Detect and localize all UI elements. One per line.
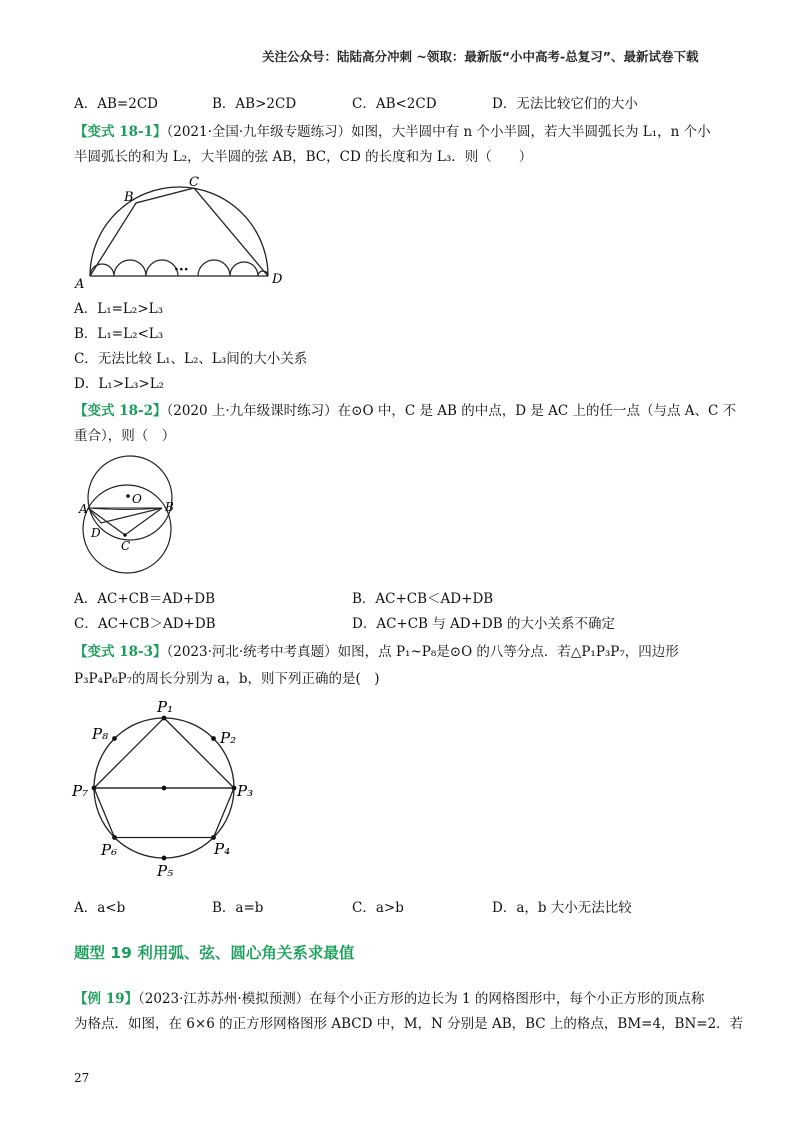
label-b: B <box>124 190 134 205</box>
section-title: 题型 19 利用弧、弦、圆心角关系求最值 <box>74 944 355 962</box>
option-c: C．无法比较 L₁、L₂、L₃间的大小关系 <box>74 351 308 367</box>
example-text: （2023·江苏苏州·模拟预测）在每个小正方形的边长为 1 的网格图形中，每个小正方形的顶点称 <box>138 991 705 1007</box>
label-o: O <box>132 492 142 506</box>
question-18-2-line1 <box>74 402 736 420</box>
option-c: C．AC+CB＞AD+DB <box>74 616 216 632</box>
label-a: A <box>75 277 85 292</box>
question-text: （2021·全国·九年级专题练习）如图，大半圆中有 n 个小半圆，若大半圆弧长为 L₁，n 个小 <box>166 124 711 140</box>
option-c: C．AB<2CD <box>352 96 437 112</box>
question-18-1-line2: 半圆弧长的和为 L₂，大半圆的弦 AB，BC，CD 的长度和为 L₃．则（ ） <box>74 149 533 165</box>
label-d: D <box>91 526 101 540</box>
label-b: B <box>165 500 174 514</box>
option-a: A．AB=2CD <box>74 96 158 112</box>
label-p1: P₁ <box>157 698 174 716</box>
question-18-2-line2: 重合），则（ ） <box>74 428 176 444</box>
label-p4: P₄ <box>214 840 231 858</box>
option-b: B．AB>2CD <box>212 96 297 112</box>
label-p6: P₆ <box>101 841 118 859</box>
question-text: （2023·河北·统考中考真题）如图，点 P₁~P₈是⊙O 的八等分点．若△P₁P₃P₇，四边形 <box>166 644 679 660</box>
example-19-line1 <box>74 990 704 1008</box>
option-d: D．a，b 大小无法比较 <box>492 900 632 916</box>
option-c: C．a>b <box>352 900 404 916</box>
option-d: D．L₁>L₃>L₂ <box>74 376 165 392</box>
option-a: A．a<b <box>74 900 126 916</box>
option-d: D．无法比较它们的大小 <box>492 96 638 112</box>
question-tag: 【变式 18-1】 <box>74 124 167 140</box>
option-d: D．AC+CB 与 AD+DB 的大小关系不确定 <box>352 616 615 632</box>
ellipsis-dots: ··· <box>174 262 189 278</box>
example-19-line2: 为格点．如图，在 6×6 的正方形网格图形 ABCD 中，M，N 分别是 AB，BC 上的格点，BM=4，BN=2．若 <box>74 1016 744 1032</box>
label-p7: P₇ <box>72 782 89 800</box>
label-a: A <box>79 502 88 516</box>
label-p5: P₅ <box>157 862 174 880</box>
two-circle-figure <box>74 455 194 580</box>
question-tag: 【变式 18-2】 <box>74 403 167 419</box>
label-p3: P₃ <box>237 782 254 800</box>
question-text: （2020 上·九年级课时练习）在⊙O 中，C 是 AB 的中点，D 是 AC 上的任一点（与点 A、C 不 <box>166 403 737 419</box>
label-c: C <box>121 539 131 553</box>
page-number: 27 <box>74 1071 90 1085</box>
semicircle-figure <box>72 172 297 292</box>
option-b: B．AC+CB＜AD+DB <box>352 591 494 607</box>
question-18-3-line2: P₃P₄P₆P₇的周长分别为 a，b，则下列正确的是( ) <box>74 671 380 687</box>
example-tag: 【例 19】 <box>74 991 138 1007</box>
question-18-3-line1 <box>74 643 679 661</box>
option-b: B．L₁=L₂<L₃ <box>74 326 164 342</box>
octagon-circle-figure <box>70 695 260 885</box>
question-18-1-line1 <box>74 123 711 141</box>
question-tag: 【变式 18-3】 <box>74 644 167 660</box>
label-c: C <box>189 175 199 190</box>
option-a: A．AC+CB＝AD+DB <box>74 591 216 607</box>
label-p8: P₈ <box>92 725 109 743</box>
option-b: B．a=b <box>212 900 264 916</box>
page-header: 关注公众号：陆陆高分冲刺 ~领取：最新版“小中高考-总复习”、最新试卷下载 <box>262 49 699 64</box>
option-a: A．L₁=L₂>L₃ <box>74 301 164 317</box>
label-p2: P₂ <box>220 729 237 747</box>
label-d: D <box>272 272 283 287</box>
